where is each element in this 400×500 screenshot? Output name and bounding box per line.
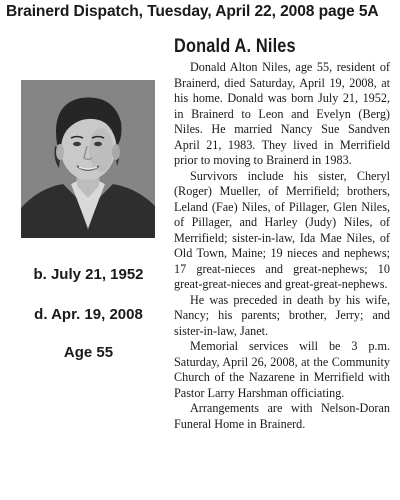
death-date: d. Apr. 19, 2008: [34, 306, 143, 323]
obituary-name: Donald A. Niles: [174, 36, 296, 57]
birth-date: b. July 21, 1952: [33, 266, 144, 283]
obituary-paragraph-survivors: Survivors include his sister, Cheryl (Roger) Mueller, of Merrifield; brothers, Leland (Fae) Niles, of Pillager, Glen Niles, of Pillager, and Harley (Judy) Niles, of Merrifield; sister-in-law, Ida Mae Niles, of Old Town, Maine; 19 nieces and nephews; 17 great-nieces and great-nephews; 10 great-great-nieces and great-great-nephews.: [174, 168, 390, 291]
age-label: Age 55: [63, 344, 114, 361]
obituary-paragraph-services: Memorial services will be 3 p.m. Saturday, April 26, 2008, at the Community Church of the Nazarene in Merrifield with Pastor Larry Harshman officiating.: [174, 339, 390, 400]
newspaper-header: Brainerd Dispatch, Tuesday, April 22, 2008 page 5A: [6, 3, 379, 20]
obituary-paragraph-preceded: He was preceded in death by his wife, Nancy; his parents; brother, Jerry; and sister-in-law, Janet.: [174, 292, 390, 338]
obituary-column: [174, 36, 390, 432]
obituary-paragraph-biography: Donald Alton Niles, age 55, resident of Brainerd, died Saturday, April 19, 2008, at his home. Donald was born July 21, 1952, in Brainerd to Leon and Evelyn (Berg) Niles. He married Nancy Sue Sandven April 21, 1983. They lived in Merrifield prior to moving to Brainerd in 1983.: [174, 60, 390, 167]
portrait-photo: [21, 80, 155, 238]
obituary-paragraph-arrangements: Arrangements are with Nelson-Doran Funeral Home in Brainerd.: [174, 401, 390, 431]
